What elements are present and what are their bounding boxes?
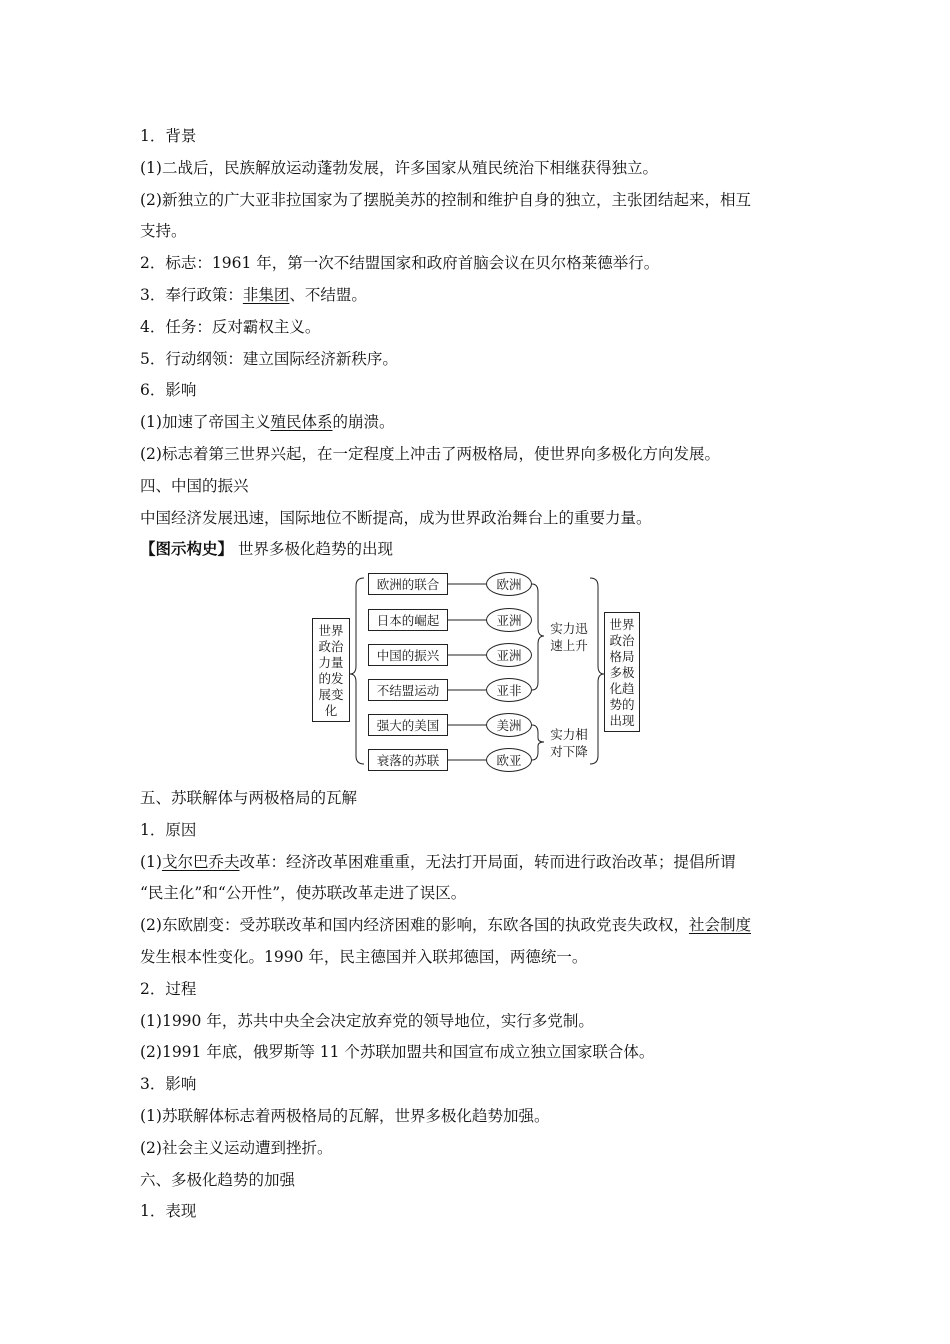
text-run: 支持。 <box>140 222 187 241</box>
text-run: 4．任务：反对霸权主义。 <box>140 317 321 336</box>
multipolar-diagram <box>308 570 648 780</box>
text-run: 1．背景 <box>140 127 197 145</box>
text-run: 1．原因 <box>140 820 197 839</box>
text-line <box>140 190 751 210</box>
text-run: 世界多极化趋势的出现 <box>233 540 393 559</box>
text-run: “民主化”和“公开性”，使苏联改革走进了误区。 <box>140 884 467 903</box>
text-line <box>140 947 587 967</box>
text-run: 改革：经济改革困难重重，无法打开局面，转而进行政治改革；提倡所谓 <box>239 852 736 871</box>
text-line <box>140 444 720 464</box>
text-line <box>140 349 398 369</box>
text-line <box>140 412 395 432</box>
text-run: 四、中国的振兴 <box>140 476 249 495</box>
multipolar-trend-box: 世界 政治 格局 多极 化趋 势的 出现 <box>604 612 640 732</box>
region-ellipse: 欧洲 <box>486 572 532 596</box>
underlined-term: 戈尔巴乔夫 <box>161 852 240 871</box>
text-run: (2)1991 年底，俄罗斯等 11 个苏联加盟共和国宣布成立独立国家联合体。 <box>140 1043 655 1062</box>
text-run: 2．过程 <box>140 979 197 998</box>
region-ellipse: 欧亚 <box>486 748 532 772</box>
text-run: 中国经济发展迅速，国际地位不断提高，成为世界政治舞台上的重要力量。 <box>140 508 652 527</box>
declining-group-label: 实力相 对下降 <box>550 727 588 759</box>
text-run: (1)苏联解体标志着两极格局的瓦解，世界多极化趋势加强。 <box>140 1107 550 1125</box>
text-line <box>140 126 196 146</box>
force-box: 日本的崛起 <box>368 609 448 631</box>
text-line <box>140 285 367 305</box>
text-line <box>140 915 751 935</box>
text-run: 3．奉行政策： <box>140 286 243 304</box>
text-line <box>140 380 196 400</box>
text-run: 5．行动纲领：建立国际经济新秩序。 <box>140 349 398 368</box>
text-line <box>140 788 357 808</box>
text-run: (2)标志着第三世界兴起，在一定程度上冲击了两极格局，使世界向多极化方向发展。 <box>140 445 720 463</box>
text-run: 6．影响 <box>140 381 197 400</box>
text-run: (1)二战后，民族解放运动蓬勃发展，许多国家从殖民统治下相继获得独立。 <box>140 158 658 177</box>
text-line <box>140 1138 332 1158</box>
region-ellipse: 美洲 <box>486 713 532 737</box>
force-box: 欧洲的联合 <box>368 573 448 595</box>
text-run: 的崩溃。 <box>332 413 395 432</box>
text-line <box>140 1201 196 1221</box>
text-line <box>140 820 196 840</box>
text-line <box>140 253 659 273</box>
force-box: 强大的美国 <box>368 714 448 736</box>
text-line <box>140 476 249 496</box>
text-run: 发生根本性变化。1990 年，民主德国并入联邦德国，两德统一。 <box>140 948 588 966</box>
text-line <box>140 852 736 872</box>
text-run: 1．表现 <box>140 1202 197 1221</box>
text-line <box>140 1074 196 1094</box>
text-line <box>140 1042 654 1062</box>
text-run: (2)社会主义运动遭到挫折。 <box>140 1138 333 1157</box>
text-line <box>140 508 652 528</box>
text-line <box>140 979 196 999</box>
force-box: 中国的振兴 <box>368 644 448 666</box>
region-ellipse: 亚洲 <box>486 643 532 667</box>
text-run: (1)加速了帝国主义 <box>140 413 271 432</box>
force-box: 衰落的苏联 <box>368 749 448 771</box>
force-box: 不结盟运动 <box>368 679 448 701</box>
text-run: (1) <box>140 852 162 871</box>
text-line <box>140 221 187 241</box>
diagram-brackets <box>308 570 648 780</box>
world-political-force-box: 世界 政治 力量 的发 展变 化 <box>312 618 350 722</box>
text-run: 3．影响 <box>140 1075 197 1094</box>
text-run: 五、苏联解体与两极格局的瓦解 <box>140 789 358 807</box>
region-ellipse: 亚非 <box>486 678 532 702</box>
section-label: 【图示构史】 <box>140 539 234 559</box>
text-line <box>140 158 658 178</box>
text-run: 、不结盟。 <box>289 286 367 304</box>
text-line <box>140 883 466 903</box>
text-line <box>140 539 393 559</box>
text-run: (2)新独立的广大亚非拉国家为了摆脱美苏的控制和维护自身的独立，主张团结起来，相互 <box>140 190 751 209</box>
text-run: 六、多极化趋势的加强 <box>140 1170 296 1189</box>
rising-group-label: 实力迅 速上升 <box>550 621 588 653</box>
text-run: (2)东欧剧变：受苏联改革和国内经济困难的影响，东欧各国的执政党丧失政权， <box>140 916 689 935</box>
text-run: (1)1990 年，苏共中央全会决定放弃党的领导地位，实行多党制。 <box>140 1011 594 1030</box>
text-line <box>140 1170 295 1190</box>
text-line <box>140 1106 549 1126</box>
text-run: 2．标志：1961 年，第一次不结盟国家和政府首脑会议在贝尔格莱德举行。 <box>140 254 660 273</box>
text-line <box>140 317 320 337</box>
underlined-term: 非集团 <box>242 286 290 304</box>
text-line <box>140 1011 594 1031</box>
underlined-term: 社会制度 <box>688 916 751 935</box>
region-ellipse: 亚洲 <box>486 608 532 632</box>
underlined-term: 殖民体系 <box>270 413 333 432</box>
